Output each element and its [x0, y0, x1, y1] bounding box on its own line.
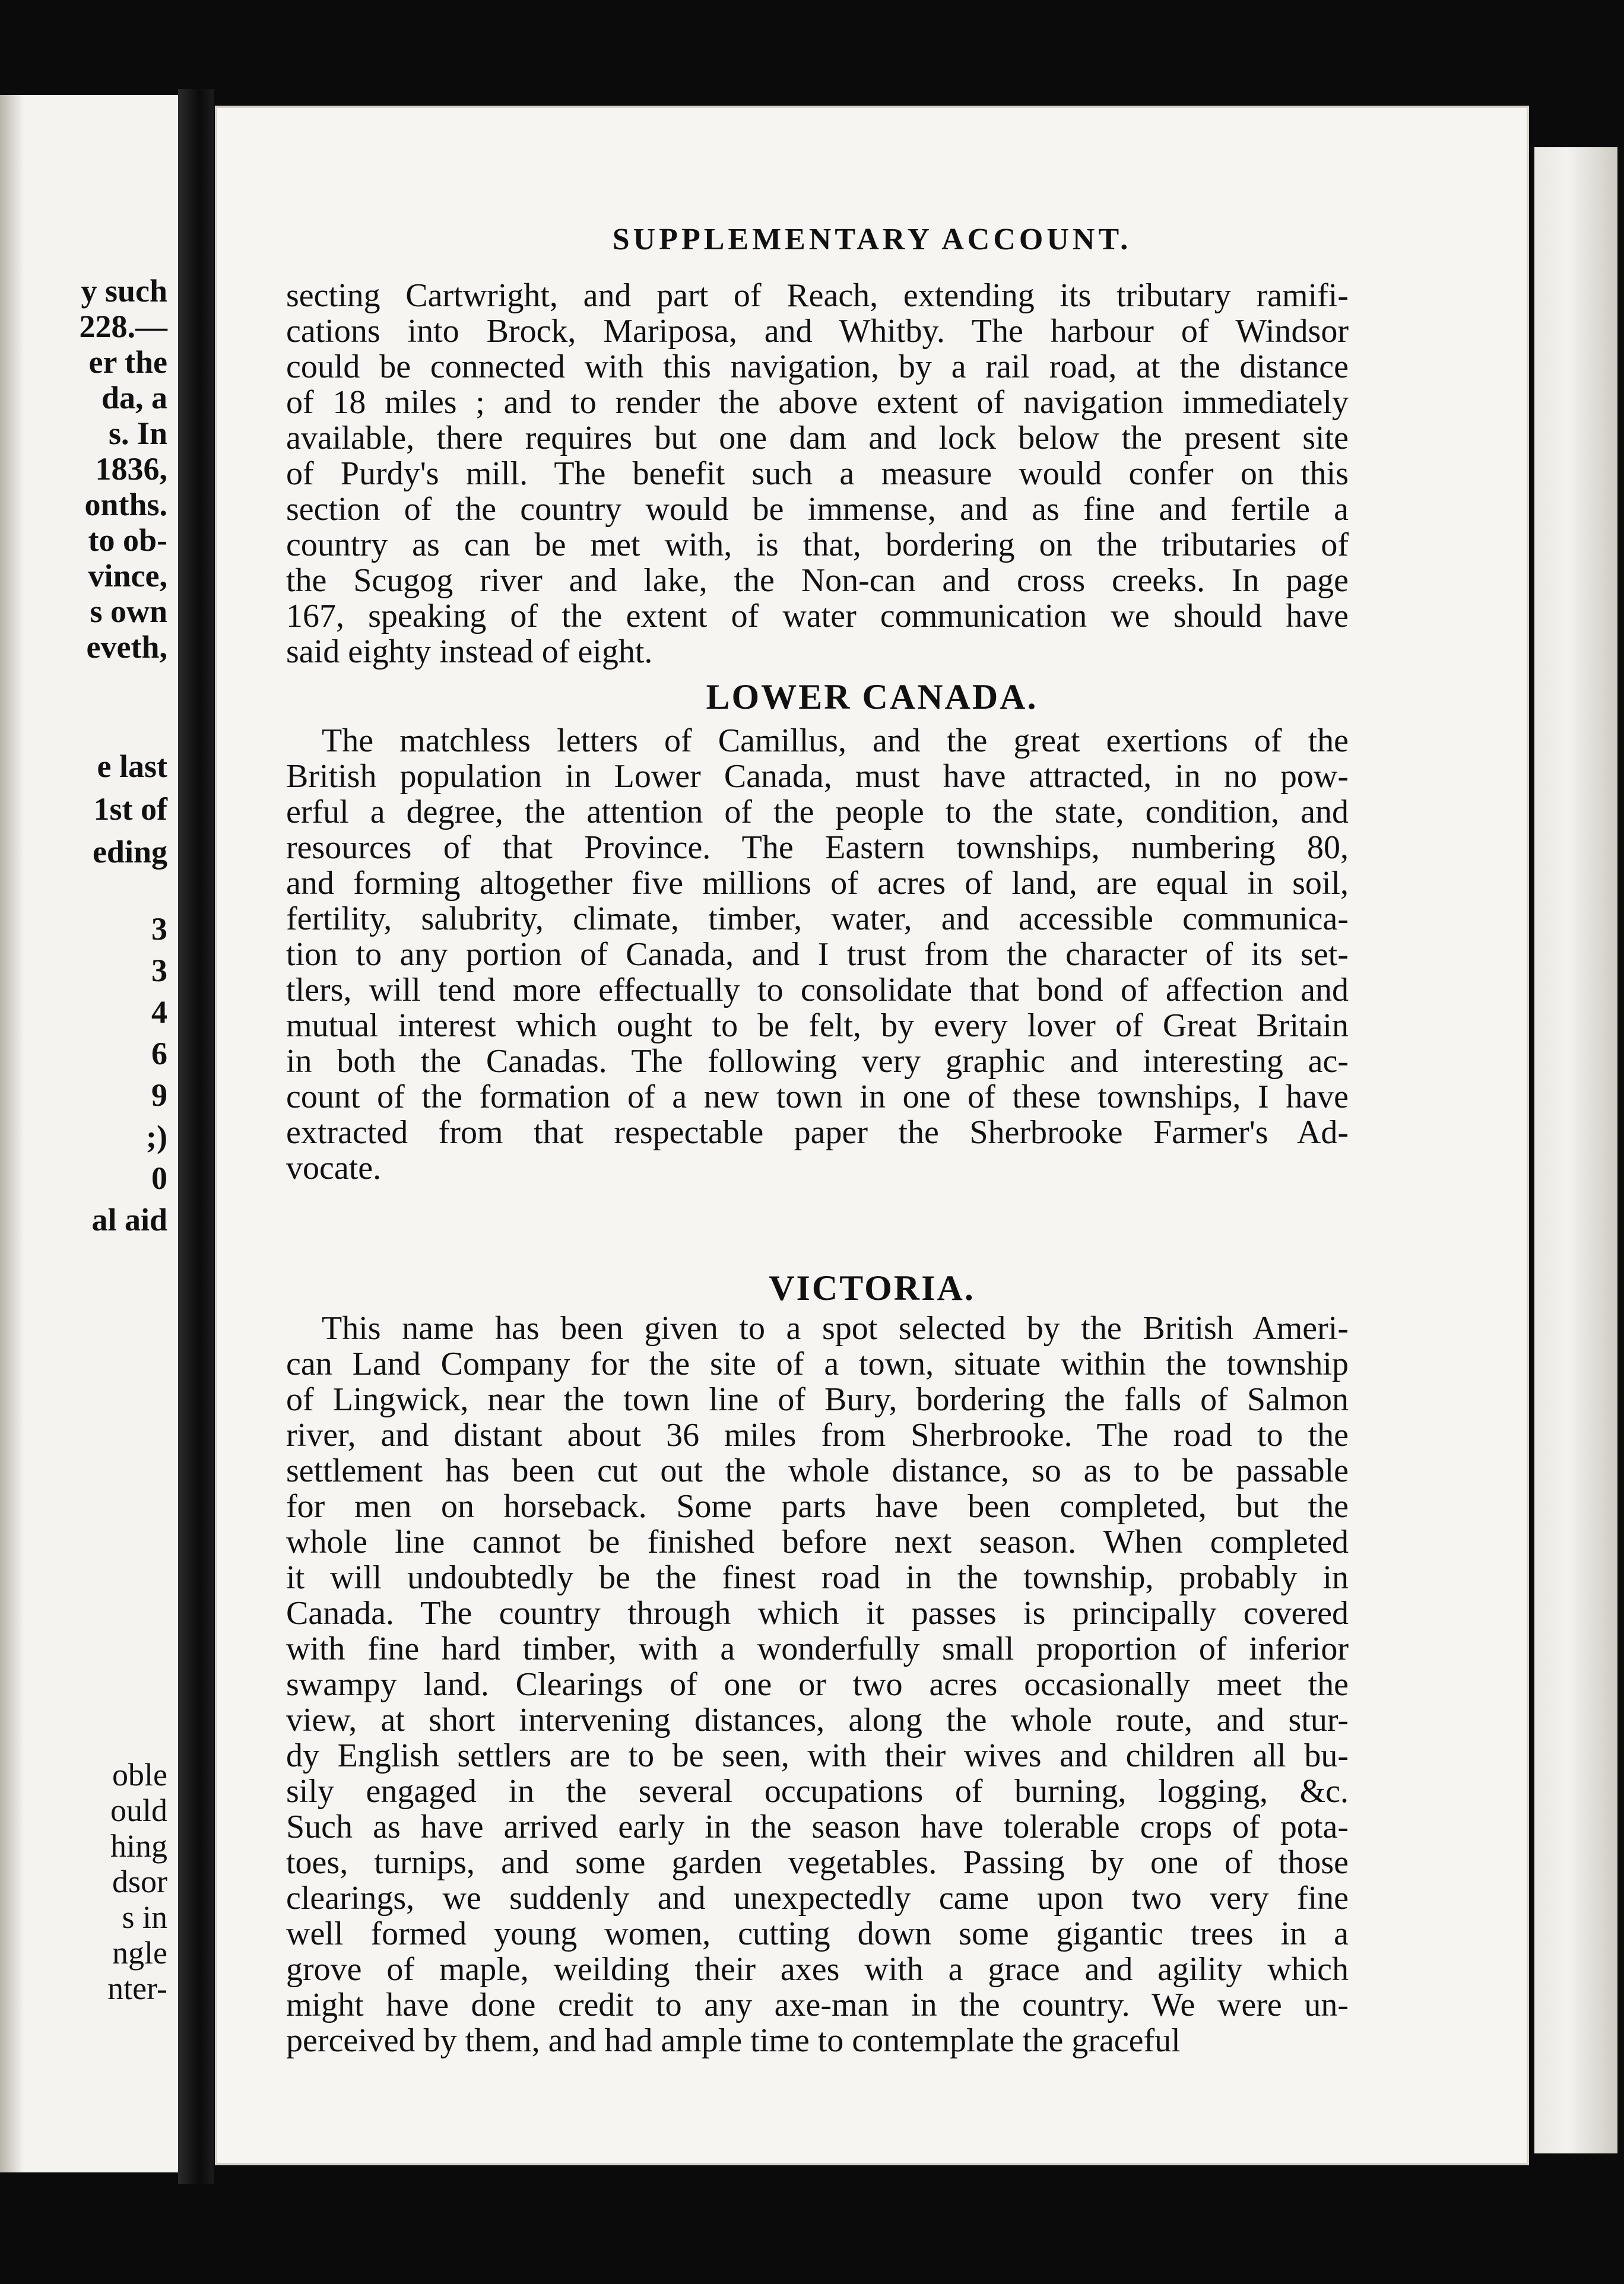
left-fragment-line: onths.: [84, 487, 167, 522]
left-fragment-line: 3: [151, 911, 167, 947]
left-fragment-line: 228.—: [79, 309, 167, 344]
paragraph-3: [286, 1311, 1349, 2058]
paragraph-1: [286, 278, 1349, 670]
left-fragment-line: e last: [97, 748, 167, 784]
left-fragment-line: to ob-: [88, 522, 167, 558]
left-fragment-line: 9: [151, 1077, 167, 1113]
heading-victoria: VICTORIA.: [769, 1268, 975, 1308]
paragraph-1-line: of Purdy's mill. The benefit such a measure would confer on this: [286, 455, 1349, 492]
paragraph-2-line: in both the Canadas. The following very graphic and interesting ac-: [286, 1043, 1349, 1080]
left-fragment-line: 3: [151, 953, 167, 988]
left-fragment-line: ngle: [112, 1935, 167, 1971]
left-fragment-line: eveth,: [86, 629, 167, 665]
left-fragment-line: ;): [146, 1119, 167, 1154]
paragraph-3-line: for men on horseback. Some parts have been completed, but the: [286, 1488, 1349, 1525]
paragraph-3-line: Such as have arrived early in the season have tolerable crops of pota-: [286, 1809, 1349, 1845]
paragraph-1-line: secting Cartwright, and part of Reach, extending its tributary ramifi-: [286, 277, 1349, 314]
page-edge-shadow: [0, 95, 24, 2172]
left-fragment-line: vince,: [88, 558, 167, 594]
paragraph-2-line: count of the formation of a new town in one of these townships, I have: [286, 1078, 1349, 1115]
paragraph-1-line: could be connected with this navigation, by a rail road, at the distance: [286, 348, 1349, 385]
left-fragment-line: y such: [81, 273, 167, 309]
left-fragment-line: al aid: [91, 1202, 167, 1238]
paragraph-3-line: perceived by them, and had ample time to contemplate the graceful: [286, 2022, 1181, 2059]
paragraph-3-line: view, at short intervening distances, along the whole route, and stur-: [286, 1702, 1349, 1739]
left-facing-page: [0, 95, 182, 2172]
left-fragment-line: s in: [122, 1899, 167, 1935]
paragraph-3-line: Canada. The country through which it passes is principally covered: [286, 1595, 1349, 1632]
paragraph-2-line: erful a degree, the attention of the people to the state, condition, and: [286, 794, 1349, 830]
heading-lower-canada: LOWER CANADA.: [706, 677, 1038, 716]
paragraph-1-line: of 18 miles ; and to render the above extent of navigation immediately: [286, 384, 1349, 421]
paragraph-3-line: This name has been given to a spot selected by the British Ameri-: [322, 1310, 1349, 1347]
left-fragment-line: 4: [151, 994, 167, 1030]
paragraph-3-line: whole line cannot be finished before next season. When completed: [286, 1524, 1349, 1560]
paragraph-1-line: available, there requires but one dam and lock below the present site: [286, 420, 1349, 456]
left-fragment-line: nter-: [107, 1971, 167, 2006]
paragraph-3-line: sily engaged in the several occupations of burning, logging, &c.: [286, 1773, 1349, 1810]
paragraph-2-line: fertility, salubrity, climate, timber, water, and accessible communica-: [286, 900, 1349, 937]
left-fragment-line: 1836,: [95, 451, 167, 487]
paragraph-3-line: of Lingwick, near the town line of Bury, bordering the falls of Salmon: [286, 1381, 1349, 1418]
left-fragment-line: er the: [88, 344, 167, 380]
paragraph-3-line: well formed young women, cutting down some gigantic trees in a: [286, 1915, 1349, 1952]
left-fragment-line: da, a: [101, 380, 167, 415]
paragraph-2-line: British population in Lower Canada, must have attracted, in no pow-: [286, 758, 1349, 795]
left-fragment-line: s. In: [108, 415, 167, 451]
next-page-edge: [1534, 147, 1617, 2153]
paragraph-1-line: said eighty instead of eight.: [286, 633, 653, 670]
left-fragment-line: 6: [151, 1036, 167, 1071]
paragraph-2-line: resources of that Province. The Eastern townships, numbering 80,: [286, 829, 1349, 866]
paragraph-1-line: section of the country would be immense, and as fine and fertile a: [286, 491, 1349, 528]
paragraph-3-line: clearings, we suddenly and unexpectedly came upon two very fine: [286, 1880, 1349, 1917]
left-fragment-line: ould: [110, 1793, 167, 1828]
paragraph-2-line: mutual interest which ought to be felt, by every lover of Great Britain: [286, 1007, 1349, 1044]
paragraph-1-line: cations into Brock, Mariposa, and Whitby. The harbour of Windsor: [286, 313, 1349, 350]
left-fragments-top: [80, 273, 168, 665]
paragraph-3-line: can Land Company for the site of a town, situate within the township: [286, 1346, 1349, 1382]
left-fragments-numbers: [91, 908, 167, 1241]
paragraph-3-line: with fine hard timber, with a wonderfully small proportion of inferior: [286, 1630, 1349, 1667]
left-fragment-line: 1st of: [93, 791, 167, 827]
paragraph-2-line: vocate.: [286, 1150, 382, 1187]
paragraph-2-line: and forming altogether five millions of acres of land, are equal in soil,: [286, 865, 1349, 902]
paragraph-3-line: might have done credit to any axe-man in the country. We were un-: [286, 1987, 1349, 2023]
running-head: SUPPLEMENTARY ACCOUNT.: [612, 223, 1132, 256]
paragraph-2: [286, 723, 1349, 1186]
paragraph-3-line: dy English settlers are to be seen, with their wives and children all bu-: [286, 1737, 1349, 1774]
left-fragments-mid: [93, 745, 167, 873]
paragraph-1-line: 167, speaking of the extent of water communication we should have: [286, 598, 1349, 635]
left-fragment-line: s own: [90, 594, 167, 629]
left-fragment-line: dsor: [112, 1864, 167, 1899]
paragraph-3-line: it will undoubtedly be the finest road in the township, probably in: [286, 1559, 1349, 1596]
paragraph-1-line: country as can be met with, is that, bordering on the tributaries of: [286, 526, 1349, 563]
paragraph-2-line: tlers, will tend more effectually to consolidate that bond of affection and: [286, 972, 1349, 1008]
left-fragment-line: 0: [151, 1160, 167, 1196]
paragraph-2-line: The matchless letters of Camillus, and the great exertions of the: [322, 722, 1349, 759]
paragraph-3-line: toes, turnips, and some garden vegetables. Passing by one of those: [286, 1844, 1349, 1881]
book-gutter: [178, 89, 214, 2184]
paragraph-2-line: extracted from that respectable paper the Sherbrooke Farmer's Ad-: [286, 1114, 1349, 1151]
left-fragment-line: eding: [92, 834, 167, 870]
paragraph-3-line: river, and distant about 36 miles from Sherbrooke. The road to the: [286, 1417, 1349, 1454]
paragraph-3-line: settlement has been cut out the whole distance, so as to be passable: [286, 1452, 1349, 1489]
left-fragment-line: oble: [112, 1757, 167, 1793]
left-fragment-line: hing: [110, 1828, 167, 1864]
paragraph-2-line: tion to any portion of Canada, and I trust from the character of its set-: [286, 936, 1349, 973]
paragraph-3-line: grove of maple, weilding their axes with a grace and agility which: [286, 1951, 1349, 1988]
paragraph-3-line: swampy land. Clearings of one or two acres occasionally meet the: [286, 1666, 1349, 1703]
left-fragments-bottom: [107, 1757, 167, 2006]
main-page: [215, 106, 1529, 2165]
paragraph-1-line: the Scugog river and lake, the Non-can and cross creeks. In page: [286, 562, 1349, 599]
